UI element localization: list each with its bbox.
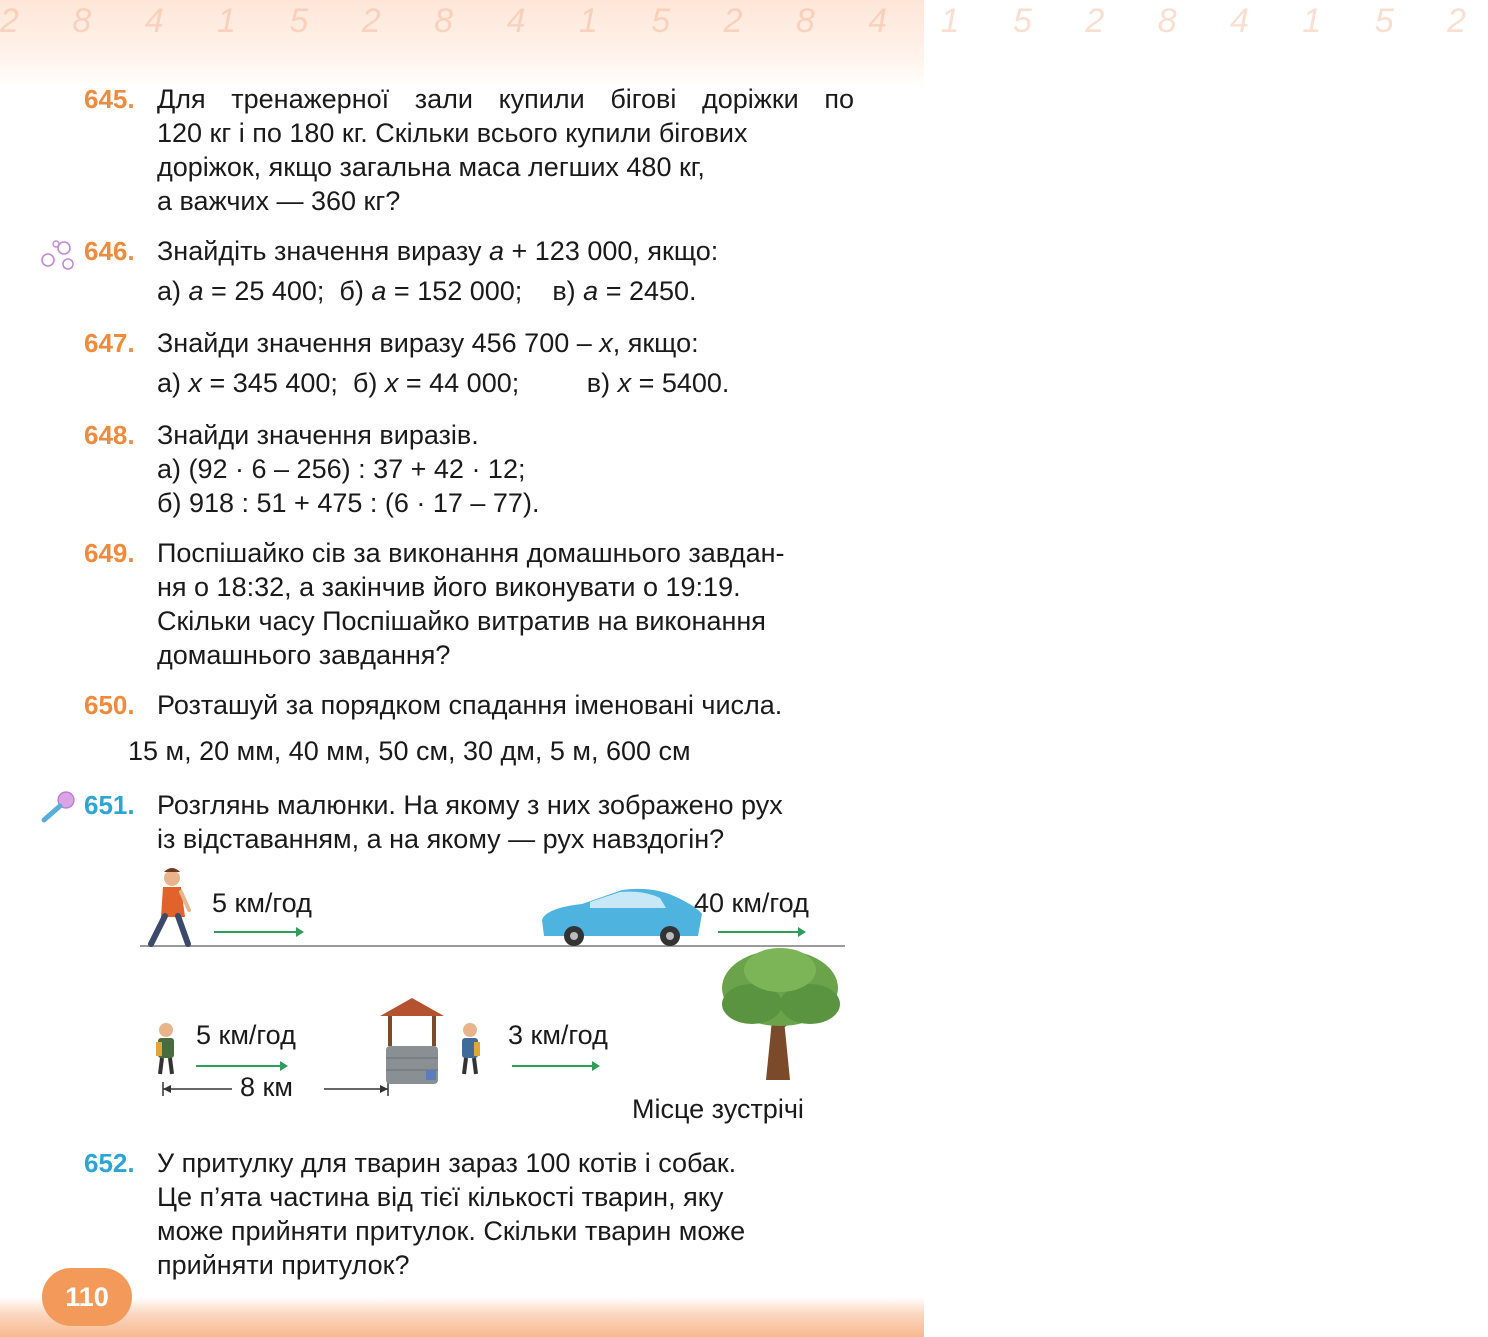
distance-label: 8 км (240, 1072, 293, 1102)
page-number: 110 (42, 1268, 132, 1326)
task-649 (84, 536, 854, 672)
task-648 (84, 418, 854, 520)
child-2-speed-label: 3 км/год (508, 1020, 608, 1050)
pair-work-icon (38, 238, 78, 272)
task-text: Знайди значення виразу 456 700 – х, якщо: (157, 328, 699, 358)
task-number: 652. (84, 1148, 135, 1178)
task-options: а) а = 25 400; б) а = 152 000; в) а = 2450. (157, 276, 697, 306)
task-number: 650. (84, 690, 135, 720)
task-line: У притулку для тварин зараз 100 котів і собак. (157, 1148, 737, 1178)
task-options: а) х = 345 400; б) х = 44 000; в) х = 5400. (157, 368, 730, 398)
task-line: 120 кг і по 180 кг. Скільки всього купили бігових (157, 118, 748, 148)
task-text: Розташуй за порядком спадання іменовані числа. (157, 690, 783, 720)
car-icon (542, 889, 702, 946)
task-number: 647. (84, 328, 135, 358)
walker-speed-label: 5 км/год (212, 888, 312, 918)
task-line: Скільки часу Поспішайко витратив на виконання (157, 606, 766, 636)
task-line: домашнього завдання? (157, 640, 451, 670)
task-645 (84, 82, 854, 218)
task-line: а) (92 · 6 – 256) : 37 + 42 · 12; (157, 454, 526, 484)
task-652 (84, 1146, 854, 1282)
task-text: Знайдіть значення виразу а + 123 000, якщо: (157, 236, 719, 266)
task-line: Для тренажерної зали купили бігові доріжки по (157, 84, 854, 114)
task-line: б) 918 : 51 + 475 : (6 · 17 – 77). (157, 488, 540, 518)
task-line: Це п’ята частина від тієї кількості тварин, яку (157, 1182, 724, 1212)
task-line: Розглянь малюнки. На якому з них зображено рух (157, 790, 783, 820)
task-line: а важчих — 360 кг? (157, 186, 401, 216)
footer-decoration (0, 1297, 924, 1337)
well-icon (380, 998, 444, 1084)
child-2-icon (462, 1023, 480, 1074)
task-647 (84, 326, 854, 400)
child-1-speed-label: 5 км/год (196, 1020, 296, 1050)
motion-illustration (0, 860, 924, 1130)
task-number: 651. (84, 790, 135, 820)
task-line: може прийняти притулок. Скільки тварин може (157, 1216, 746, 1246)
task-number: 648. (84, 420, 135, 450)
measurement-series: 15 м, 20 мм, 40 мм, 50 см, 30 дм, 5 м, 600 см (128, 736, 691, 766)
task-646 (84, 234, 854, 308)
task-651 (84, 788, 854, 856)
meeting-place-label: Місце зустрічі (632, 1094, 804, 1124)
task-number: 646. (84, 236, 135, 266)
task-line: Поспішайко сів за виконання домашнього завдан- (157, 538, 785, 568)
task-line: із відставанням, а на якому — рух навздогін? (157, 824, 725, 854)
task-line: доріжок, якщо загальна маса легших 480 кг, (157, 152, 705, 182)
header-decoration (0, 0, 1488, 90)
task-number: 645. (84, 84, 135, 114)
child-1-icon (156, 1023, 174, 1074)
microphone-icon (38, 790, 78, 824)
walking-man-icon (151, 868, 189, 944)
header-digits: 2 8 4 1 5 2 8 4 1 5 2 8 4 1 5 2 8 4 1 5 2 (0, 2, 1488, 40)
task-line: Знайди значення виразів. (157, 420, 479, 450)
task-650 (84, 688, 854, 722)
tree-icon (722, 948, 840, 1080)
task-number: 649. (84, 538, 135, 568)
car-speed-label: 40 км/год (694, 888, 809, 918)
task-text (157, 82, 854, 218)
task-line: ня о 18:32, а закінчив його виконувати о 19:19. (157, 572, 741, 602)
task-line: прийняти притулок? (157, 1250, 410, 1280)
